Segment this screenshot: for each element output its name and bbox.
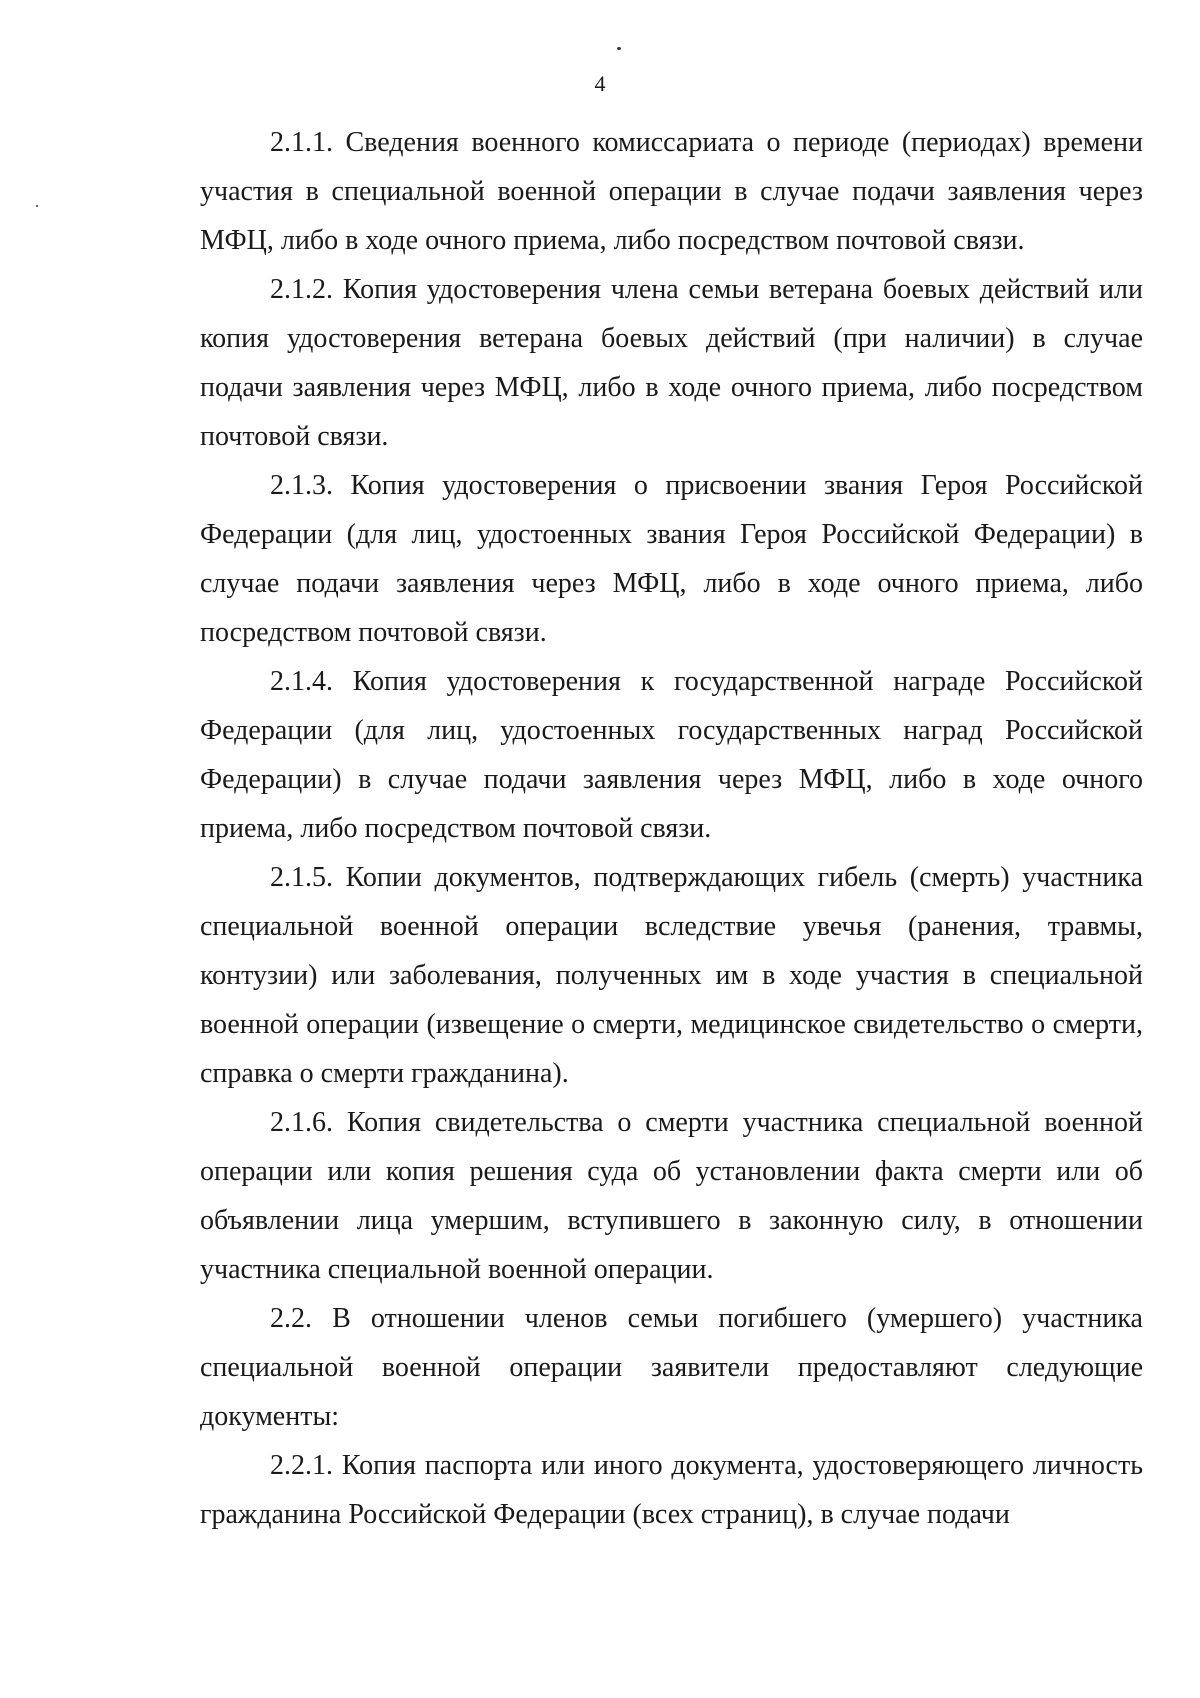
paragraph-2-1-6: 2.1.6. Копия свидетельства о смерти участника специальной военной операции или копия решения суда об установлении факта смерти или об объявлении лица умершим, вступившего в законную силу, в отношении участника специальной военной операции.: [200, 1107, 1143, 1285]
scan-speck: [36, 205, 38, 207]
paragraph-2-1-2: 2.1.2. Копия удостоверения члена семьи ветерана боевых действий или копия удостоверения ветерана боевых действий (при наличии) в случае подачи заявления через МФЦ, либо в ходе очного приема, либо посредством почтовой связи.: [200, 274, 1143, 452]
paragraph-2-2: 2.2. В отношении членов семьи погибшего (умершего) участника специальной военной операции заявители предоставляют следующие документы:: [200, 1303, 1143, 1432]
paragraph-2-2-1: 2.2.1. Копия паспорта или иного документа, удостоверяющего личность гражданина Российской Федерации (всех страниц), в случае подачи: [200, 1450, 1143, 1530]
document-body: [200, 118, 1143, 1539]
paragraph-2-1-1: 2.1.1. Сведения военного комиссариата о периоде (периодах) времени участия в специальной военной операции в случае подачи заявления через МФЦ, либо в ходе очного приема, либо посредством почтовой связи.: [200, 127, 1143, 256]
paragraph-2-1-3: 2.1.3. Копия удостоверения о присвоении звания Героя Российской Федерации (для лиц, удостоенных звания Героя Российской Федерации) в случае подачи заявления через МФЦ, либо в ходе очного приема, либо посредством почтовой связи.: [200, 470, 1143, 648]
page-number: 4: [594, 71, 606, 96]
paragraph-2-1-4: 2.1.4. Копия удостоверения к государственной награде Российской Федерации (для лиц, удостоенных государственных наград Российской Федерации) в случае подачи заявления через МФЦ, либо в ходе очного приема, либо посредством почтовой связи.: [200, 666, 1143, 844]
scan-speck: [617, 47, 621, 50]
paragraph-2-1-5: 2.1.5. Копии документов, подтверждающих гибель (смерть) участника специальной военной операции вследствие увечья (ранения, травмы, контузии) или заболевания, полученных им в ходе участия в специальной военной операции (извещение о смерти, медицинское свидетельство о смерти, справка о смерти гражданина).: [200, 862, 1143, 1089]
